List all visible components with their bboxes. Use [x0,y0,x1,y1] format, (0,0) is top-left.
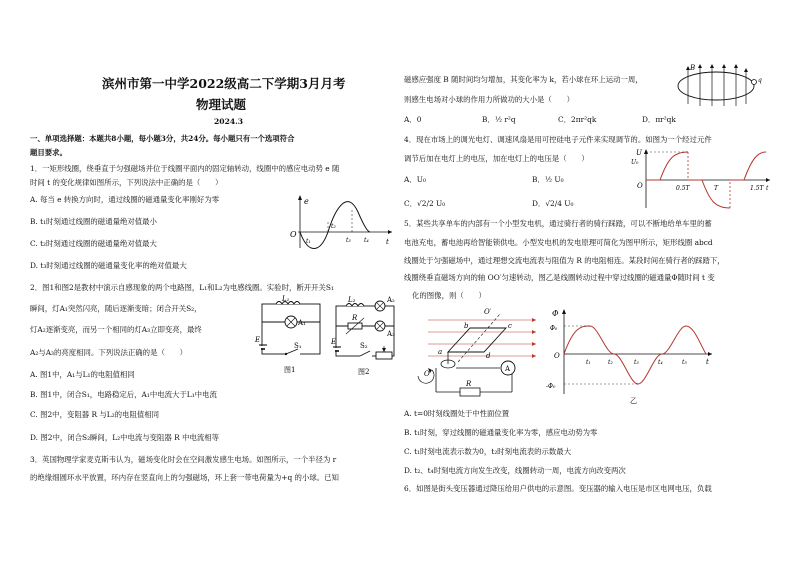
q2-option-c[interactable]: C. 图2中，变阻器 R 与L₂的电阻值相同 [30,410,160,419]
q1-stem-1: 1．一矩形线圈，绕垂直于匀强磁场并位于线圈平面内的固定轴转动，线圈中的感应电动势 e 随 [30,164,340,173]
q2-fig1-inductor: L₁ [282,295,290,303]
q4-u0: U₀ [631,159,639,166]
q3-stem-3: 磁感应强度 B 随时间均匀增加，其变化率为 k，若小球在环上运动一周， [404,75,643,84]
q3-option-c[interactable]: C．2πr²qk [558,115,597,124]
q2-stem-4: A₂与A₃的亮度相同。下列说法正确的是（ ） [30,348,188,357]
q2-fig1-battery: E [255,336,261,344]
q5-jia-resistor: R [466,380,472,388]
q5-yi-phi0: Φ₀ [550,325,558,332]
q4-option-b[interactable]: B．½ U₀ [532,175,564,184]
q2-figure-2 [332,294,398,380]
q5-jia-axis-o: O [424,370,430,378]
q5-yi-neg-phi0: -Φ₀ [546,383,556,390]
q2-fig1-caption: 图1 [284,366,296,374]
subject-title: 物理试题 [196,97,247,112]
q4-voltage-graph [632,146,774,212]
q5-stem-4: 线圈绕垂直磁场方向的轴 OO′匀速转动，图乙是线圈转动过程中穿过线圈的磁通量Φ随时间 t 变 [404,273,715,282]
q1-tick-t1: t₁ [306,238,311,245]
q1-axis-e: e [304,197,309,206]
q5-option-d[interactable]: D. t₂、t₄时刻电流方向发生改变，线圈转动一周，电流方向改变两次 [404,466,626,475]
q2-fig2-resistor: R [352,314,358,322]
q3-option-b[interactable]: B．½ r²q [482,115,516,124]
q3-stem-4: 则感生电场对小球的作用力所做功的大小是（ ） [404,95,574,104]
q4-tick-t: T [714,185,719,192]
q4-stem-1: 4．现在市场上的调光电灯、调速风扇是用可控硅电子元件来实现调节的。如图为一个经过元件 [404,135,712,144]
q3-stem-2: 的绝缘细圆环水平放置，环内存在竖直向上的匀强磁场，环上套一带电荷量为+q 的小球。已知 [30,473,339,482]
q4-axis-u: U [636,149,642,157]
q1-stem-2: 时间 t 的变化规律如图所示，下列说法中正确的是（ ） [30,178,223,187]
q4-option-d[interactable]: D．√2/4 U₀ [532,199,574,208]
q5-yi-tick-t5: t₅ [682,359,687,366]
q1-origin: O [290,230,297,239]
q2-stem-3: 灯A₂逐渐变亮，而另一个相同的灯A₃立即变亮，最终 [30,325,202,334]
q5-stem-5: 化的图像，则（ ） [412,291,486,300]
q3-charge-q: q [758,77,762,84]
q5-flux-graph [546,306,716,406]
q2-option-d[interactable]: D. 图2中，闭合S₂瞬间，L₂中电流与变阻器 R 中电流相等 [30,433,220,442]
q5-figure-jia [408,306,548,402]
q2-fig1-switch: S₁ [294,342,302,350]
q3-stem-1: 3．英国物理学家麦克斯韦认为，磁场变化时会在空间激发感生电场。如图所示，一个半径为 r [30,455,337,464]
q1-tick-t3: t₃ [346,237,351,244]
q5-option-a[interactable]: A. t=0时刻线圈处于中性面位置 [404,409,510,418]
q5-option-c[interactable]: C. t₁时刻电流表示数为0，t₂时刻电流表的示数最大 [404,447,572,456]
q5-stem-3: 线圈处于匀强磁场中，通过理想交流电流表与阻值为 R 的电阻相连。某段时间在骑行者的踩踏下， [404,256,725,265]
q1-tick-t4: t₄ [364,237,369,244]
q5-yi-tick-t2: t₂ [608,359,613,366]
section1-heading-1: 一、单项选择题：本题共8小题，每小题3分，共24分。每小题只有一个选项符合 [30,134,295,143]
q4-option-a[interactable]: A．U₀ [404,175,426,184]
right-column [404,0,772,561]
q5-jia-d: d [486,352,491,360]
q5-yi-tick-t4: t₄ [658,359,663,366]
q1-axis-t: t [386,238,389,246]
q3-ring-figure [674,60,766,110]
q5-option-b[interactable]: B. t₁时刻，穿过线圈的磁通量变化率为零，感应电动势为零 [404,428,598,437]
q5-yi-axis-t: t [706,358,709,366]
q5-yi-origin: O [554,352,560,360]
exam-date: 2024.3 [214,117,244,126]
q4-stem-2: 调节后加在电灯上的电压，加在电灯上的电压是（ ） [404,154,589,163]
q5-jia-axis-o2: O′ [484,308,492,316]
q4-option-c[interactable]: C．√2/2 U₀ [404,199,446,208]
q3-option-a[interactable]: A．0 [404,115,422,124]
q2-option-a[interactable]: A. 图1中，A₁与L₁的电阻值相同 [30,370,135,379]
q5-jia-a: a [438,348,443,356]
section1-heading-2: 题目要求。 [30,148,67,157]
left-column [24,0,396,561]
q4-tick-half: 0.5T [676,185,690,192]
q3-option-d[interactable]: D．πr²qk [642,115,676,124]
q5-jia-c: c [508,322,512,330]
q2-stem-2: 瞬间，灯A₁突然闪亮，随后逐渐变暗；闭合开关S₂， [30,304,202,313]
q5-yi-caption: 乙 [630,397,637,405]
q5-yi-axis-phi: Φ [552,309,559,318]
q5-stem-1: 5．某些共享单车的内部有一个小型发电机，通过骑行者的骑行踩踏，可以不断地给单车里的蓄 [404,219,712,228]
q2-fig2-lamp-a3: A₃ [387,330,395,338]
q2-stem-1: 2．图1和图2是教材中演示自感现象的两个电路图，L₁和L₂为电感线圈。实验时，断开开关S₁ [30,283,334,292]
q4-origin: O [637,182,643,190]
q1-tick-t2: t₂ [331,223,336,230]
q5-yi-tick-t1: t₁ [586,359,591,366]
q2-fig2-switch: S₂ [360,342,368,350]
q4-tick-1-5t: 1.5T [750,185,764,192]
q2-fig2-caption: 图2 [358,368,370,376]
q5-stem-2: 电池充电，蓄电池再给智能锁供电。小型发电机的发电原理可简化为图甲所示，矩形线圈 abcd [404,238,713,247]
q6-stem-1: 6．如图是街头变压器通过降压给用户供电的示意图。变压器的输入电压是市区电网电压，负载 [404,484,712,493]
q3-field-b: B [690,64,696,72]
q1-option-c[interactable]: C. t₂时刻通过线圈的磁通量绝对值最大 [30,239,157,248]
q2-fig2-battery: E [331,338,337,346]
q2-fig2-inductor: L₂ [348,296,356,304]
q5-yi-tick-t3: t₃ [634,359,639,366]
q5-jia-ammeter: A [505,365,511,373]
q1-option-d[interactable]: D. t₃时刻通过线圈的磁通量变化率的绝对值最大 [30,261,187,270]
q2-option-b[interactable]: B. 图1中，闭合S₁，电路稳定后，A₁中电流大于L₁中电流 [30,390,217,399]
q1-emf-graph [284,192,396,250]
school-title: 滨州市第一中学2022级高二下学期3月月考 [102,76,346,91]
q2-fig1-lamp: A₁ [298,319,306,327]
q1-option-a[interactable]: A. 每当 e 转换方向时，通过线圈的磁通量变化率刚好为零 [30,195,220,204]
q1-option-b[interactable]: B. t₁时刻通过线圈的磁通量绝对值最小 [30,217,157,226]
q5-jia-b: b [464,322,469,330]
q2-figure-1 [256,296,326,378]
q4-axis-t: t [766,185,769,192]
q2-fig2-lamp-a2: A₂ [387,296,395,304]
